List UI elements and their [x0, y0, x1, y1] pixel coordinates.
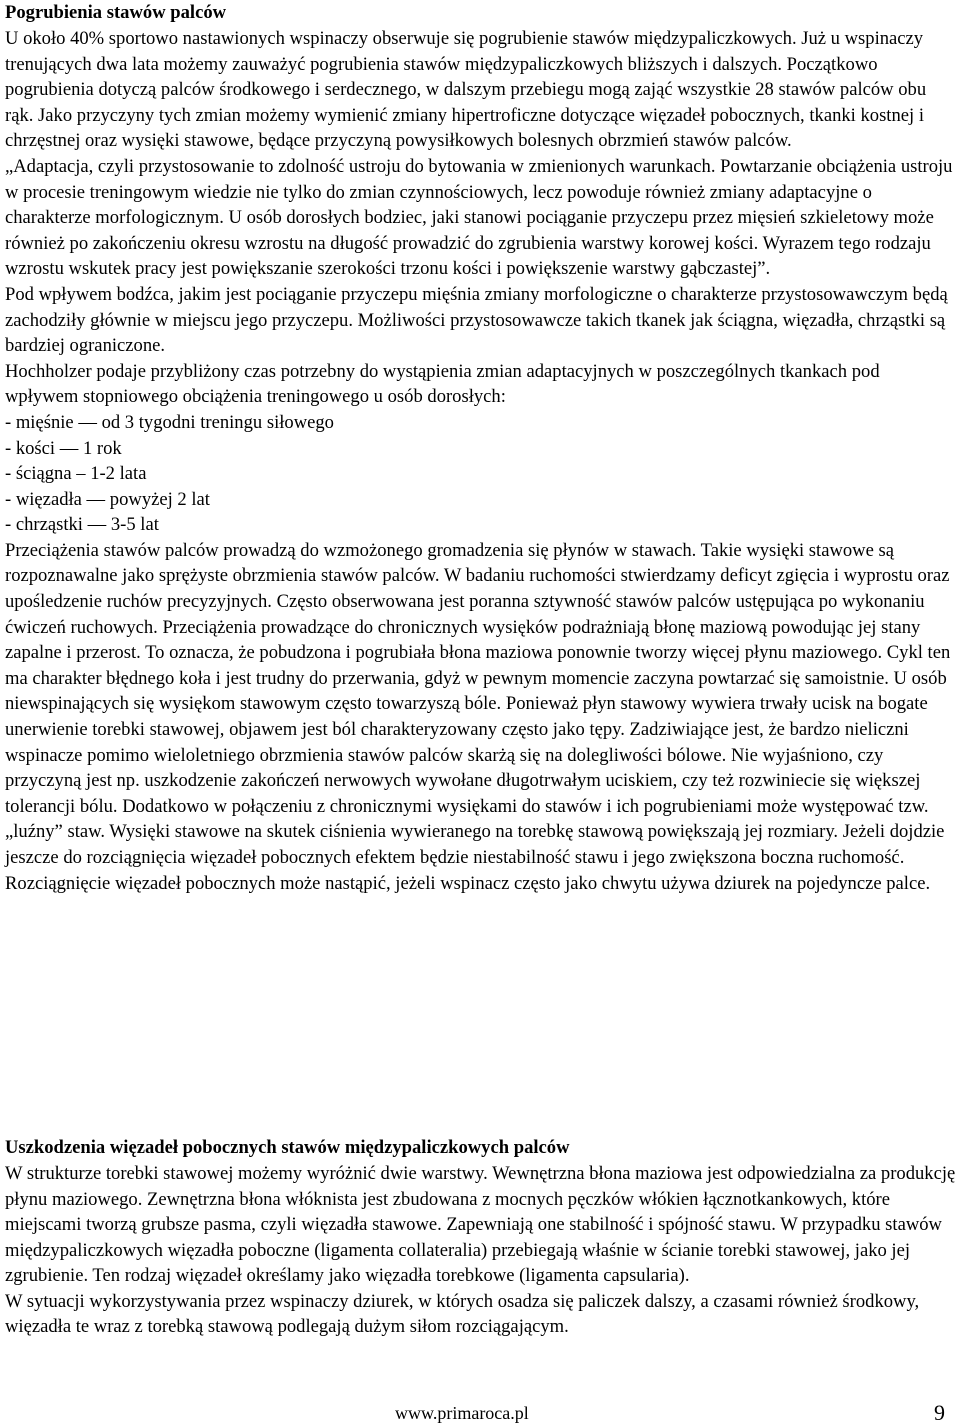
page-content: [5, 0, 957, 896]
page-number: 9: [934, 1400, 945, 1425]
section-title-joint-thickening: Pogrubienia stawów palców: [5, 2, 227, 23]
paragraph: Pod wpływem bodźca, jakim jest pociąganie przyczepu mięśnia zmiany morfologiczne o charakterze przystosowawczym będą zachodziły głównie w miejscu jego przyczepu. Możliwości przystosowawcze takich tkanek jak ściągna, więzadła, chrząstki są bardziej ograniczone.: [5, 283, 948, 357]
list-item: - chrząstki — 3-5 lat: [5, 514, 159, 536]
paragraph: U około 40% sportowo nastawionych wspinaczy obserwuje się pogrubienie stawów międzypaliczkowych. Już u wspinaczy trenujących dwa lata możemy zauważyć pogrubienia stawów międzypaliczkowych bliższych i dalszych. Początkowo pogrubienia dotyczą palców środkowego i serdecznego, w dalszym przebiegu mogą zająć wszystkie 28 stawów palców obu rąk. Jako przyczyny tych zmian możemy wymienić zmiany hipertroficzne dotyczące więzadeł pobocznych, tkanki kostnej i chrzęstnej oraz wysięki stawowe, będące przyczyną powysiłkowych bolesnych obrzmień stawów palców.: [5, 28, 927, 152]
section-title-collateral-ligaments: Uszkodzenia więzadeł pobocznych stawów międzypaliczkowych palców: [5, 1137, 570, 1158]
section-collateral-ligaments: [5, 1135, 957, 1340]
paragraph: W strukturze torebki stawowej możemy wyróżnić dwie warstwy. Wewnętrzna błona maziowa jest odpowiedzialna za produkcję płynu maziowego. Zewnętrzna błona włóknista jest zbudowana z mocnych pęczków włókien łącznotkankowych, które miejscami tworzą grubsze pasma, czyli więzadła stawowe. Zapewniają one stabilność i spójność stawu. W przypadku stawów międzypaliczkowych więzadła poboczne (ligamenta collateralia) przebiegają właśnie w ścianie torebki stawowej, jako jej zgrubienie. Ten rodzaj więzadeł określamy jako więzadła torebkowe (ligamenta capsularia).: [5, 1163, 956, 1286]
paragraph: Przeciążenia stawów palców prowadzą do wzmożonego gromadzenia się płynów w stawach. Takie wysięki stawowe są rozpoznawalne jako sprężyste obrzmienia stawów palców. W badaniu ruchomości stwierdzamy deficyt zgięcia i wyprostu oraz upośledzenie ruchów precyzyjnych. Często obserwowana jest poranna sztywność stawów palców ustępująca po wykonaniu ćwiczeń ruchowych. Przeciążenia prowadzące do chronicznych wysięków podrażniają błonę maziową powodując jej stany zapalne i przerost. To oznacza, że pobudzona i pogrubiała błona maziowa ponownie tworzy więcej płynu maziowego. Cykl ten ma charakter błędnego koła i jest trudny do przerwania, gdyż w pewnym momencie zaczyna powtarzać się samoistnie. U osób niewspinających się wysiękom stawowym często towarzyszą bóle. Ponieważ płyn stawowy wywiera trwały ucisk na bogate unerwienie torebki stawowej, objawem jest ból charakteryzowany często jako tępy. Zadziwiające jest, że bardzo nieliczni wspinacze pomimo wieloletniego obrzmienia stawów palców skarżą się na dolegliwości bólowe. Nie wyjaśniono, czy przyczyną jest np. uszkodzenie zakończeń nerwowych wywołane długotrwałym uciskiem, czy też rozwiniecie się większej tolerancji bólu. Dodatkowo w połączeniu z chronicznymi wysiękami do stawów i ich pogrubieniami może występować tzw. „luźny” staw. Wysięki stawowe na skutek ciśnienia wywieranego na torebkę stawową powiększają jej rozmiary. Jeżeli dojdzie jeszcze do rozciągnięcia więzadeł pobocznych efektem będzie niestabilność stawu i jego zwiększona boczna ruchomość. Rozciągnięcie więzadeł pobocznych może nastąpić, jeżeli wspinacz często jako chwytu używa dziurek na pojedyncze palce.: [5, 539, 951, 894]
paragraph: W sytuacji wykorzystywania przez wspinaczy dziurek, w których osadza się paliczek dalszy, a czasami również środkowy, więzadła te wraz z torebką stawową podlegają dużym siłom rozciągającym.: [5, 1290, 920, 1337]
paragraph: Hochholzer podaje przybliżony czas potrzebny do wystąpienia zmian adaptacyjnych w poszczególnych tkankach pod wpływem stopniowego obciążenia treningowego u osób dorosłych:: [5, 360, 880, 408]
list-item: - kości — 1 rok: [5, 437, 122, 459]
list-item: - ściągna – 1-2 lata: [5, 463, 147, 485]
adaptation-time-list: [5, 410, 957, 538]
list-item: - mięśnie — od 3 tygodni treningu siłowego: [5, 411, 334, 433]
paragraph: „Adaptacja, czyli przystosowanie to zdolność ustroju do bytowania w zmienionych warunkach. Powtarzanie obciążenia ustroju w procesie treningowym wiedzie nie tylko do zmian czynnościowych, lecz powoduje również zmiany adaptacyjne o charakterze morfologicznym. U osób dorosłych bodziec, jaki stanowi pociąganie przyczepu przez mięsień szkieletowy może również po zakończeniu okresu wzrostu na długość prowadzić do zgrubienia warstwy korowej kości. Wyrazem tego rodzaju wzrostu wskutek pracy jest powiększanie szerokości trzonu kości i powiększenie warstwy gąbczastej”.: [5, 155, 953, 280]
list-item: - więzadła — powyżej 2 lat: [5, 488, 210, 510]
footer-website-link[interactable]: www.primaroca.pl: [395, 1403, 529, 1423]
